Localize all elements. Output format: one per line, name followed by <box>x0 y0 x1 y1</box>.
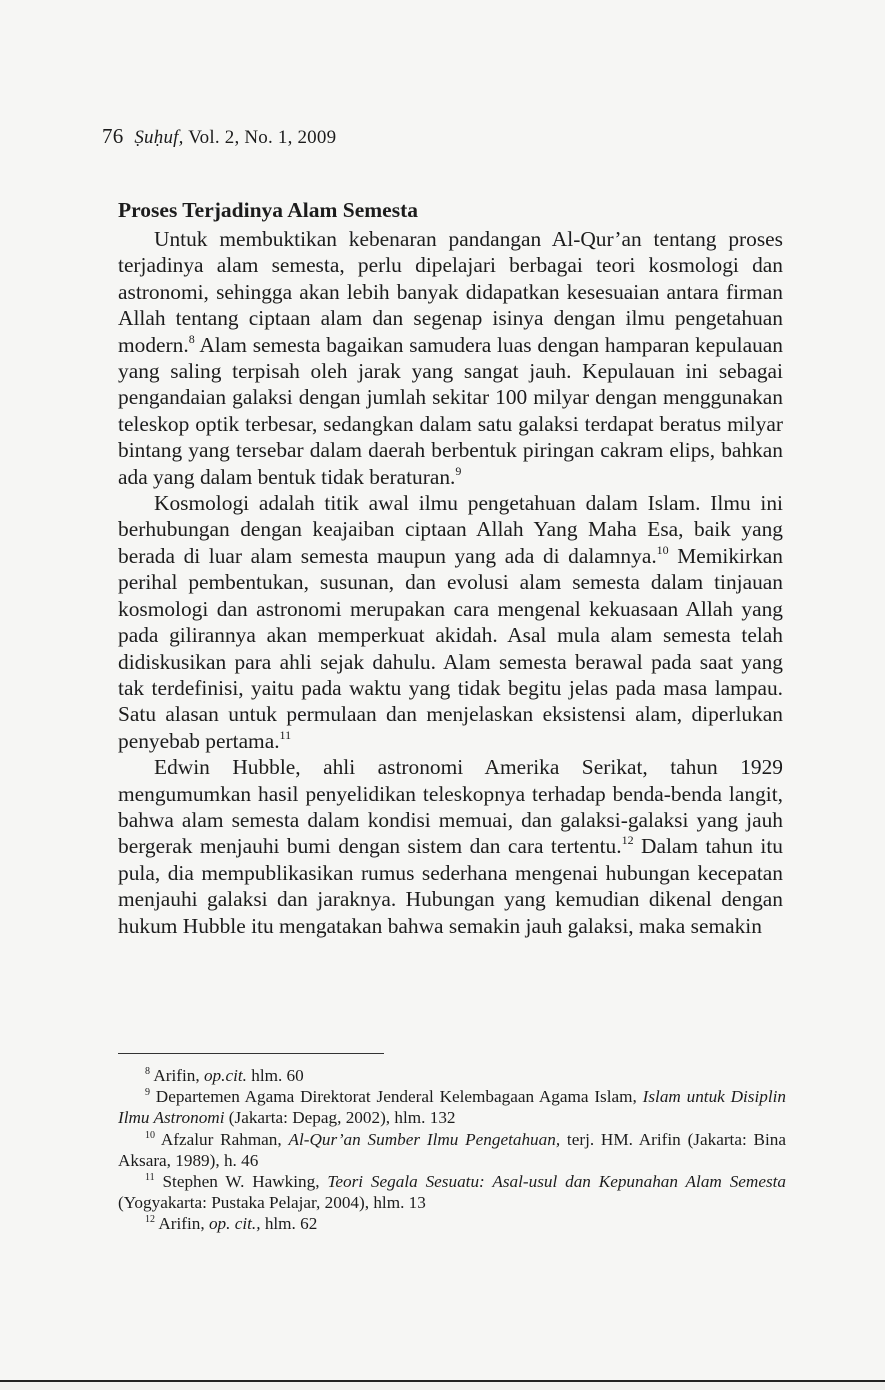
paragraph-text: Alam semesta bagaikan samudera luas dengan hamparan kepulauan yang saling terpisah oleh jarak yang sangat jauh. Kepulauan ini sebagai pengandaian galaksi dengan jumlah sekitar 100 milyar dengan menggunakan teleskop optik terbesar, sedangkan dalam satu galaksi terdapat beratus milyar bintang yang tersebar dalam daerah berbentuk piringan cakram elips, bahkan ada yang dalam bentuk tidak beraturan. <box>118 332 783 489</box>
footnote-text: Arifin, <box>150 1066 204 1085</box>
footnote-text: Arifin, <box>155 1214 209 1234</box>
footnote-italic: op.cit. <box>203 1066 247 1085</box>
footnote-italic: Al-Qur’an Sumber Ilmu Pengetahuan, <box>288 1129 561 1149</box>
footnote-ref: 9 <box>455 463 462 478</box>
footnote-number: 11 <box>145 1172 155 1184</box>
footnote-divider <box>118 1053 384 1054</box>
footnote-text: Stephen W. Hawking, <box>154 1172 328 1192</box>
journal-name: Ṣuḥuf, <box>134 127 184 148</box>
footnote-8 <box>118 1065 786 1086</box>
footnote-text: hlm. 62 <box>260 1214 318 1234</box>
footnote-number: 10 <box>145 1129 155 1141</box>
paragraph-text: Edwin Hubble, ahli astronomi Amerika Serikat, tahun 1929 mengumumkan hasil penyelidikan teleskopnya terhadap benda-benda langit, bahwa alam semesta dalam kondisi memuai, dan galaksi-galaksi yang jauh bergerak menjauhi bumi dengan sistem dan cara tertentu. <box>118 755 783 859</box>
footnote-12 <box>118 1213 786 1234</box>
paragraph-text: Untuk membuktikan kebenaran pandangan Al-Qur’an tentang proses terjadinya alam semesta, perlu dipelajari berbagai teori kosmologi dan astronomi, sehingga akan lebih banyak didapatkan kesesuaian antara firman Allah tentang ciptaan alam dan segenap isinya dengan ilmu pengetahuan modern. <box>118 227 783 357</box>
scan-edge <box>0 1380 885 1390</box>
footnote-9 <box>118 1086 786 1128</box>
paragraph-1 <box>118 226 783 490</box>
section-title: Proses Terjadinya Alam Semesta <box>118 198 419 222</box>
footnote-italic: Teori Segala Sesuatu: Asal-usul dan Kepunahan Alam Semesta <box>327 1172 787 1192</box>
footnote-11 <box>118 1171 786 1213</box>
footnote-ref: 12 <box>621 833 634 848</box>
footnote-text: (Jakarta: Depag, 2002), hlm. 132 <box>224 1108 456 1128</box>
footnote-ref: 10 <box>656 542 669 557</box>
paragraph-text: Kosmologi adalah titik awal ilmu pengetahuan dalam Islam. Ilmu ini berhubungan dengan keajaiban ciptaan Allah Yang Maha Esa, baik yang berada di luar alam semesta maupun yang ada di dalamnya. <box>118 491 783 568</box>
footnote-text: (Yogyakarta: Pustaka Pelajar, 2004), hlm. 13 <box>118 1193 426 1213</box>
paragraph-2 <box>118 490 783 754</box>
paragraph-text: Dalam tahun itu pula, dia mempublikasikan rumus sederhana mengenai hubungan kecepatan menjauhi galaksi dan jaraknya. Hubungan yang kemudian dikenal dengan hukum Hubble itu mengatakan bahwa semakin jauh galaksi, maka semakin <box>118 834 783 938</box>
footnote-ref: 11 <box>279 727 292 742</box>
footnote-text: Afzalur Rahman, <box>155 1129 289 1149</box>
footnote-italic: op. cit., <box>208 1214 261 1234</box>
paragraph-3 <box>118 754 783 939</box>
footnote-text: terj. HM. Arifin (Jakarta: Bina Aksara, 1989), h. 46 <box>118 1129 786 1170</box>
footnote-number: 8 <box>145 1066 150 1077</box>
footnote-10 <box>118 1129 786 1171</box>
footnote-text: Departemen Agama Direktorat Jenderal Kelembagaan Agama Islam, <box>150 1087 643 1107</box>
running-header <box>102 124 336 149</box>
paragraph-text: Memikirkan perihal pembentukan, susunan, dan evolusi alam semesta dalam tinjauan kosmologi dan astronomi merupakan cara mengenal kekuasaan Allah yang pada gilirannya akan memperkuat akidah. Asal mula alam semesta telah didiskusikan para ahli sejak dahulu. Alam semesta berawal pada saat yang tak terdefinisi, yaitu pada waktu yang tidak begitu jelas pada masa lampau. Satu alasan untuk permulaan dan menjelaskan eksistensi alam, diperlukan penyebab pertama. <box>118 543 783 753</box>
footnote-number: 12 <box>145 1214 155 1226</box>
footnote-number: 9 <box>145 1087 150 1099</box>
page-number: 76 <box>102 124 124 148</box>
footnote-ref: 8 <box>188 331 195 346</box>
body-text <box>118 226 783 939</box>
footnotes <box>118 1065 786 1235</box>
footnote-italic: Islam untuk Disiplin Ilmu Astronomi <box>118 1087 786 1128</box>
footnote-text: hlm. 60 <box>246 1066 304 1085</box>
journal-volume: Vol. 2, No. 1, 2009 <box>183 127 337 148</box>
